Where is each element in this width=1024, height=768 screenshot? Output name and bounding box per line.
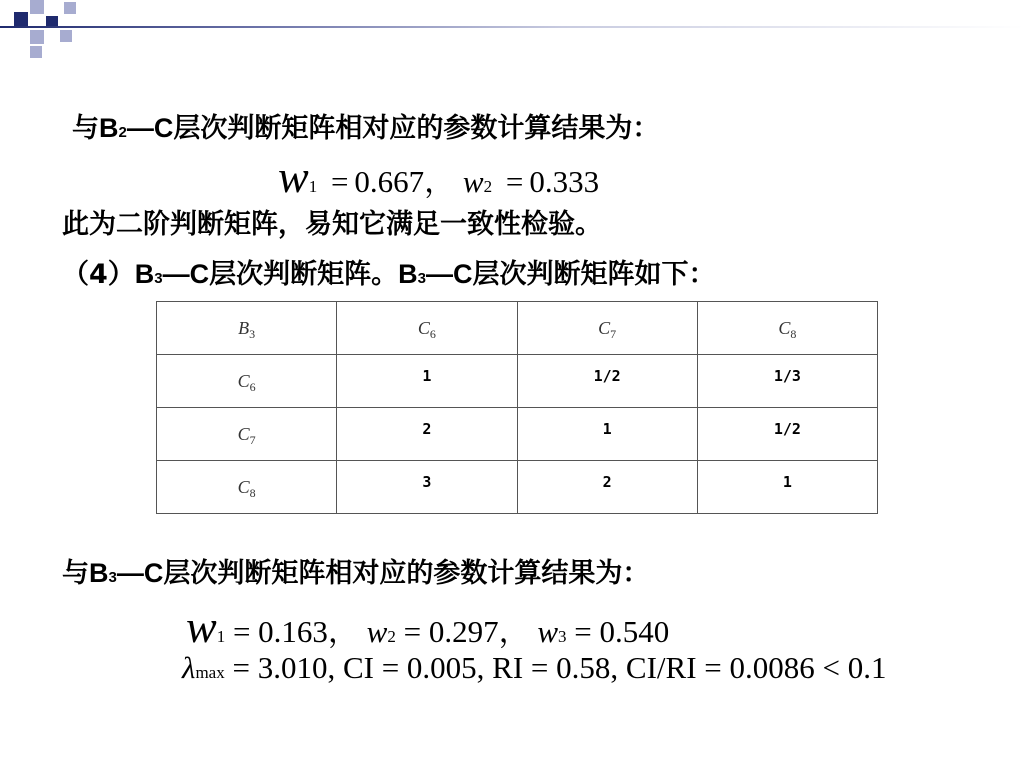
decor-square-7 — [30, 46, 42, 58]
header-rule — [0, 26, 1024, 28]
table-cell: 1 — [697, 461, 877, 514]
table-row — [157, 355, 878, 408]
result-heading-b3: 与B3—C层次判断矩阵相对应的参数计算结果为： — [62, 558, 650, 589]
table-cell: 1/2 — [517, 355, 697, 408]
header-cell: $C_7$ — [517, 302, 697, 355]
consistency-equation: λmax = 3.010, CI = 0.005, RI = 0.58, CI/RI = 0.0086 < 0.1 — [182, 650, 887, 685]
row-label-cell: $C_7$ — [157, 408, 337, 461]
decor-square-2 — [30, 0, 44, 14]
table-cell: 2 — [517, 461, 697, 514]
weights-equation-b3: w1 = 0.163， w2 = 0.297， w3 = 0.540 — [186, 601, 670, 652]
section-heading-b3: （4）B3—C层次判断矩阵。B3—C层次判断矩阵如下： — [62, 259, 716, 290]
table-cell: 1 — [337, 355, 517, 408]
table-cell: 1/3 — [697, 355, 877, 408]
decor-square-1 — [14, 12, 28, 26]
weights-equation-b2: w1 = 0.667， w2 = 0.333 — [278, 151, 600, 202]
decor-square-5 — [64, 2, 76, 14]
table-row — [157, 461, 878, 514]
table-header-row — [157, 302, 878, 355]
row-label-cell: $C_6$ — [157, 355, 337, 408]
table-row — [157, 408, 878, 461]
header-cell: $B_3$ — [157, 302, 337, 355]
consistency-note: 此为二阶判断矩阵，易知它满足一致性检验。 — [62, 209, 602, 240]
table-cell: 2 — [337, 408, 517, 461]
header-cell: $C_8$ — [697, 302, 877, 355]
decor-square-6 — [60, 30, 72, 42]
header-cell: $C_6$ — [337, 302, 517, 355]
row-label-cell: $C_8$ — [157, 461, 337, 514]
table-cell: 3 — [337, 461, 517, 514]
table-cell: 1 — [517, 408, 697, 461]
decor-square-3 — [30, 30, 44, 44]
table-cell: 1/2 — [697, 408, 877, 461]
result-heading-b2: 与B2—C层次判断矩阵相对应的参数计算结果为： — [72, 113, 660, 144]
judgment-matrix-table — [156, 301, 878, 514]
